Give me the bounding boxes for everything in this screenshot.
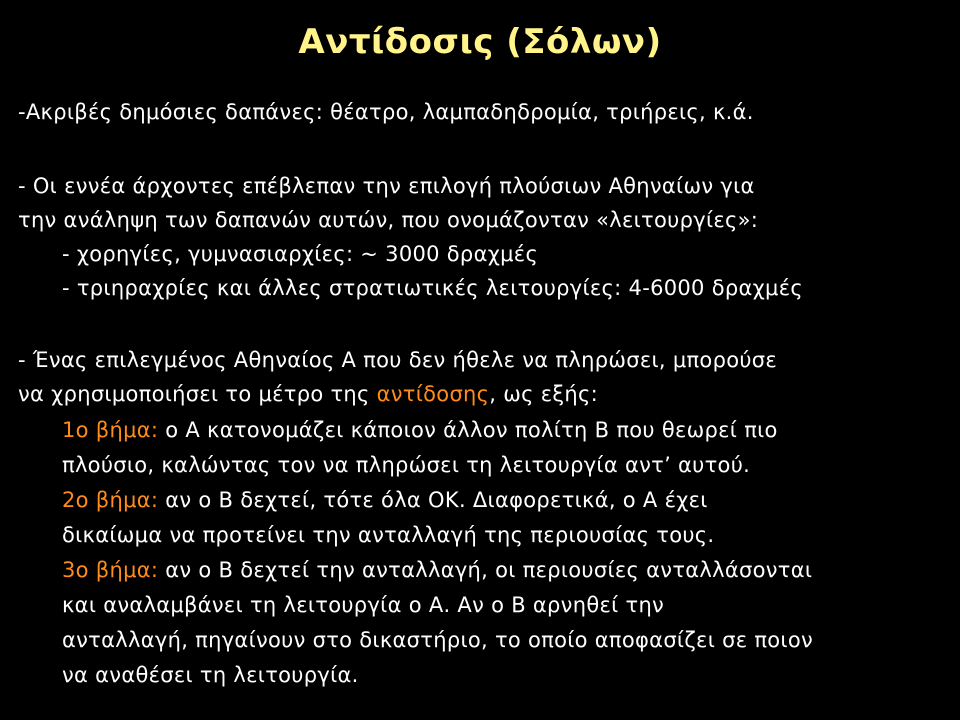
bullet-antidosis-line2	[18, 382, 598, 406]
step1-line2: πλούσιο, καλώντας τον να πληρώσει τη λειτουργία αντ’ αυτού.	[62, 453, 751, 477]
antidosis-line2-before: να χρησιμοποιήσει το μέτρο της	[18, 382, 377, 406]
step2-line1	[62, 488, 708, 512]
step3-line1	[62, 558, 812, 582]
step3-text: αν ο Β δεχτεί την ανταλλαγή, οι περιουσίες ανταλλάσονται	[158, 558, 813, 582]
bullet-antidosis-line1: - Ένας επιλεγμένος Αθηναίος Α που δεν ήθελε να πληρώσει, μπορούσε	[18, 348, 778, 372]
bullet-archons-line2: την ανάληψη των δαπανών αυτών, που ονομάζονταν «λειτουργίες»:	[18, 208, 759, 232]
step2-text: αν ο Β δεχτεί, τότε όλα ΟΚ. Διαφορετικά, ο Α έχει	[158, 488, 708, 512]
sub-bullet-choregies: - χορηγίες, γυμνασιαρχίες: ~ 3000 δραχμές	[62, 242, 539, 266]
antidosis-line2-after: , ως εξής:	[489, 382, 599, 406]
step2-line2: δικαίωμα να προτείνει την ανταλλαγή της περιουσίας τους.	[62, 523, 715, 547]
step3-line2: και αναλαμβάνει τη λειτουργία ο Α. Αν ο Β αρνηθεί την	[62, 593, 665, 617]
step1-text: ο Α κατονομάζει κάποιον άλλον πολίτη Β που θεωρεί πιο	[158, 418, 778, 442]
sub-bullet-trierarchies: - τριηραχρίες και άλλες στρατιωτικές λειτουργίες: 4-6000 δραχμές	[62, 276, 803, 300]
step2-label: 2ο βήμα:	[62, 488, 159, 512]
slide-title: Αντίδοσις (Σόλων)	[298, 22, 662, 62]
step1-line1	[62, 418, 778, 442]
step3-line3: ανταλλαγή, πηγαίνουν στο δικαστήριο, το οποίο αποφασίζει σε ποιον	[62, 628, 814, 652]
step3-label: 3ο βήμα:	[62, 558, 159, 582]
bullet-expenses: -Ακριβές δημόσιες δαπάνες: θέατρο, λαμπαδηδρομία, τριήρεις, κ.ά.	[18, 100, 754, 124]
antidosis-highlight: αντίδοσης	[376, 382, 490, 406]
bullet-archons-line1: - Οι εννέα άρχοντες επέβλεπαν την επιλογή πλούσιων Αθηναίων για	[18, 174, 755, 198]
step3-line4: να αναθέσει τη λειτουργία.	[62, 663, 359, 687]
step1-label: 1ο βήμα:	[62, 418, 159, 442]
